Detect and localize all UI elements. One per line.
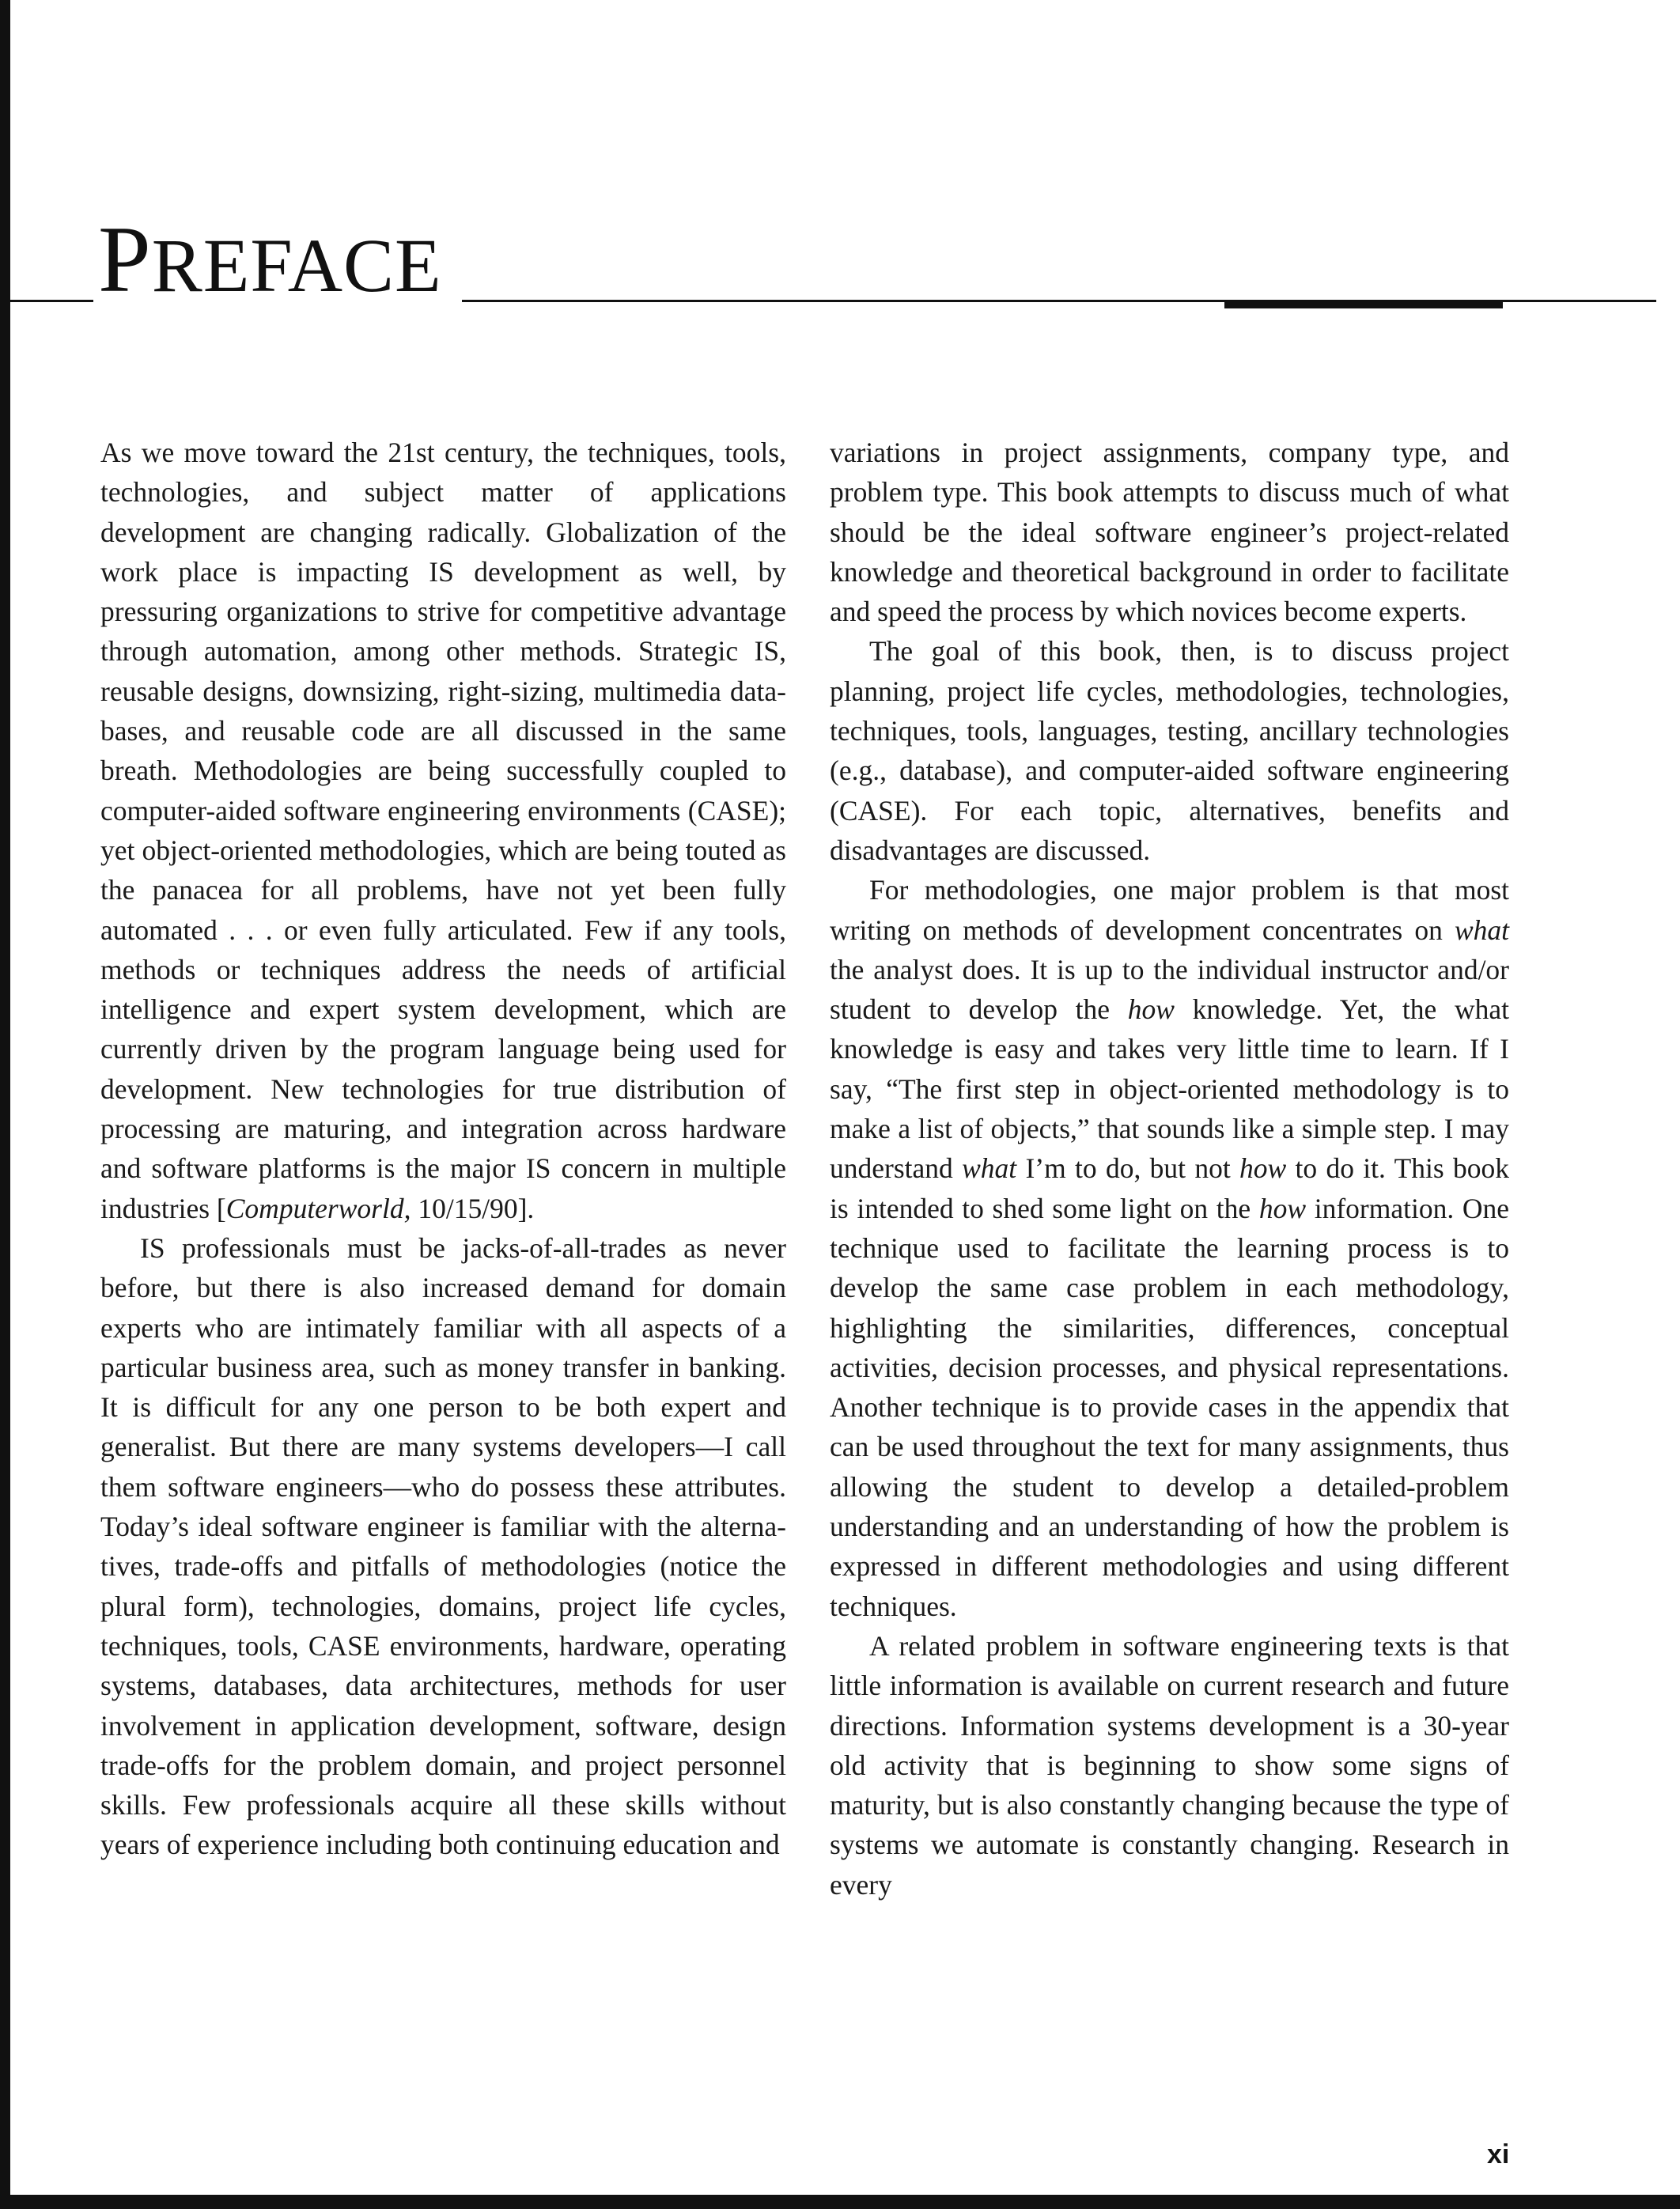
page-number: xi (1487, 2139, 1510, 2169)
citation-rest: 10/15/90]. (411, 1192, 535, 1224)
text-run: knowledge. Yet, the what knowledge is easy and takes very little time to learn. If I say, “The first step in object-oriented methodology is to make a list of objects,” that sounds like a simple step. I may understand (830, 993, 1509, 1185)
right-paragraph-1: variations in project assignments, company type, and problem type. This book attempts to discuss much of what should be the ideal software engineer’s project-related knowledge and theoretical background in order to facilitate and speed the process by which novices become experts. (830, 437, 1509, 628)
emphasis-how: how (1239, 1152, 1287, 1185)
title-initial: P (98, 206, 152, 312)
title-rule-left (10, 300, 93, 302)
left-paragraph-1-text: As we move toward the 21st century, the techniques, tools, technologies, and subject matter of applications development are changing radically. Globalization of the work place is impacting IS development as well, by pressuring organizations to strive for competitive advantage through automation, among other methods. Strategic IS, reusable designs, downsizing, right-sizing, multimedia databases, and reusable code are all discussed in the same breath. Methodologies are being successfully coupled to computer-aided software engineering environments (CASE); yet object-oriented methodologies, which are being touted as the panacea for all problems, have not yet been fully automated . . . or even fully articulated. Few if any tools, methods or techniques address the needs of artificial intelligence and expert system development, which are currently driven by the program language being used for development. New technologies for true distribution of processing are maturing, and integration across hardware and software platforms is the major IS concern in multiple industries [ (100, 437, 786, 1224)
right-column (830, 433, 1509, 1905)
text-run: I’m to do, but not (1016, 1152, 1240, 1185)
left-paragraph-2: IS professionals must be jacks-of-all-trades as never before, but there is also increased demand for domain experts who are intimately familiar with all aspects of a particular business area, such as money transfer in banking. It is difficult for any one person to be both expert and generalist. But there are many systems developers—I call them software engineers—who do possess these attributes. Today’s ideal software engineer is familiar with the alternatives, trade-offs and pitfalls of methodologies (notice the plural form), technologies, domains, project life cycles, techniques, tools, CASE environments, hardware, operating systems, databases, data architectures, methods for user involvement in application development, software, design trade-offs for the problem domain, and project personnel skills. Few professionals acquire all these skills without years of experience including both continuing education and (100, 1231, 786, 1861)
text-run: information. One technique used to facilitate the learning process is to develop the same case problem in each methodology, highlighting the similarities, differences, conceptual activities, decision processes, and physical representations. Another technique is to provide cases in the appendix that can be used throughout the text for many assignments, thus allowing the student to develop a detailed-problem understanding and an understanding of how the problem is expressed in different methodologies and using different techniques. (830, 1192, 1510, 1622)
emphasis-how: how (1127, 993, 1175, 1026)
text-run: the analyst does. It is up to the individual instructor and/or student to develop the (830, 953, 1509, 1026)
title-rest: REFACE (151, 223, 442, 308)
left-column (100, 433, 786, 1865)
right-paragraph-3 (830, 870, 1509, 1626)
title-rule-accent (1224, 301, 1503, 308)
text-run: For methodologies, one major problem is that most writing on methods of development concentrates on (830, 874, 1509, 946)
emphasis-how: how (1258, 1192, 1307, 1224)
emphasis-what: what (1454, 913, 1509, 946)
left-paragraph-1 (100, 433, 786, 1228)
left-margin-bar (0, 0, 10, 2209)
right-paragraph-2: The goal of this book, then, is to discuss project planning, project life cycles, methodologies, technologies, techniques, tools, languages, testing, ancillary technologies (e.g., database), and computer-aided software engineering (CASE). For each topic, alternatives, benefits and disadvantages are discussed. (830, 635, 1509, 866)
citation-italic: Computerworld, (225, 1192, 411, 1224)
page-title (98, 206, 442, 313)
emphasis-what: what (962, 1152, 1017, 1185)
bottom-margin-bar (0, 2195, 1680, 2209)
right-paragraph-4: A related problem in software engineering texts is that little information is available on current research and future directions. Information systems development is a 30-year old activity that is beginning to show some signs of maturity, but is also constantly changing because the type of systems we automate is constantly changing. Research in every (830, 1629, 1509, 1901)
text-run: to do it. This book is intended to shed some light on the (830, 1152, 1509, 1224)
